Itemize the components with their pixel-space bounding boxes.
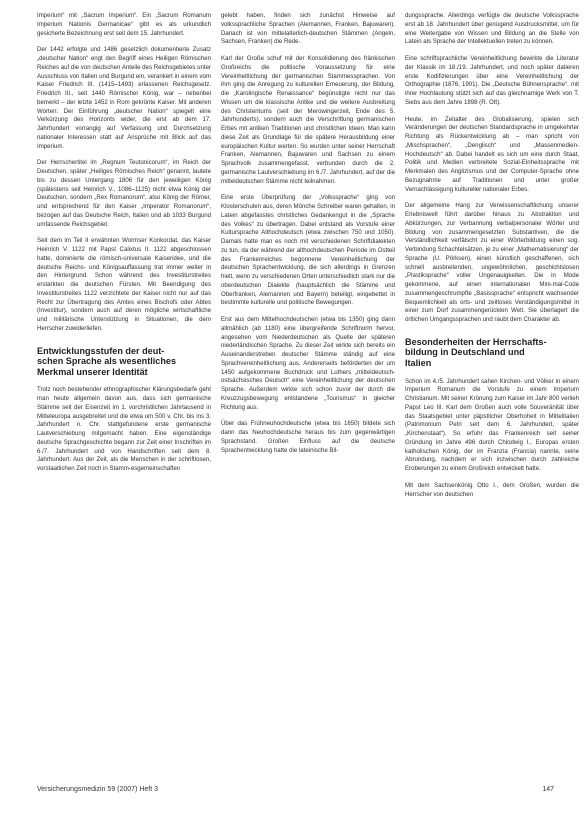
paragraph: Heute, im Zeitalter des Globalisierung, spielen sich Veränderungen der deutschen Standardsprache in umgekehrter Richtung als Rückentwicklung ab – man spricht von „Mischsprachen“, „Denglisch“ und „Massenmedien-Hochdeutsch“ ab. Dabei handelt es sich um eine durch Staat, Politik und Medien verbreitete Sozial-Einheitssprache mit Merkmalen des Anglizismus und der Computer-Sprache ohne Bezugnahme auf Traditionen und unter großer Vernachlässigung kultureller nationaler Erbes.: [405, 115, 579, 193]
paragraph: Karl der Große schuf mit der Konsolidierung des fränkischen Großreichs die politische Voraussetzung für eine Vereinheitlichung der germanischen Stammessprachen. Von ihm ging die Anregung zu kulturellen Erneuerung, der Bildung, die „Karolingische Renaissance“ begünstigte nicht nur das Wissen um die klassische Antike und die weitere Ausbreitung des Christentums (seit der Merowingerzeit, Ende des 5. Jahrhunderts), sondern auch die Verschriftung germanischen Erbes mit antiken Traditionen und christlichen Ideen. Man kann diese Zeit als Grundlage für die spätere Herausbildung einer europäischen Kultur werten. So wurden unter seiner Herrschaft Franken, Alemannen, Bajuwaren und Sachsen zu einem Sprachvolk zusammengefasst, verbunden durch die 2. germanische Lautverschiebung im 6./7. Jahrhundert, auf der die mitteldeutschen Stämme nicht teilnahmen.: [221, 55, 395, 185]
column-2: [221, 12, 395, 463]
paragraph: Schon im 4./5. Jahrhundert sahen Kirchen- und Völker in einem Imperium Romanum die Vorstufe zu einem Imperium Christianum. Mit seiner Krönung zum Kaiser im Jahr 800 verlieh Papst Leo III. Karl dem Großen auch volle Souveränität über das Staatsgebiet unter päpstlicher Oberhoheit in Mittelitalien (Patrimonium Petri seit dem 6. Jahrhundert, später „Kirchenstaat“). So erfuhr das Frankenreich seit seiner Gründung im Jahre 496 durch Chlodwig I., Europas ersten katholischen König, der im Franzia (Francia) nannte, seine Abrundung, nachdem er sich inzwischen durch zahlreiche Eroberungen zu einem Großreich entwickelt hatte.: [405, 377, 579, 473]
paragraph: dungssprache. Allerdings verfügte die deutsche Volkssprache erst ab 18. Jahrhundert über genügend Ausdrucksmittel, um für eine Weitergabe von Wissen und Bildung an die Stelle von Latein als Sprache der Intellektuellen treten zu können.: [405, 12, 579, 46]
column-3: [405, 12, 579, 507]
page-number: 147: [542, 786, 554, 793]
paragraph: Eine erste Überprüfung der „Volkssprache“ ging von Klosterschulen aus, deren Mönche Schreiber waren gehalten, in Latein abgefasstes christliches Gedankengut in die „Sprache des Volkes“ zu übertragen. Dabei entstand als Vorstufe einer Kultursprache Althochdeutsch (etwa zwischen 750 und 1050). Damals hatte man es noch mit verschiedenen Schriftdialekten zu tun, da der während der althochdeutschen Periode im Ostteil des Frankenreiches begonnene Vereinheitlichung der deutschen Sprachentwicklung, die sich allerdings in Grenzen hielt, wenn zu verschiedenen Orten unterschiedlich stark nur die oberdeutschen Dialekte (hauptsächlich die Stämme und Oberfranken, Alemannen und Bayern) beteiligt, eingebettet in bestimmte kulturelle und politische Bewegungen.: [221, 194, 395, 307]
journal-citation: Versicherungsmedizin 59 (2007) Heft 3: [37, 786, 159, 793]
column-1: [37, 12, 211, 482]
section-heading-line: Italien: [405, 357, 432, 368]
paragraph: Der allgemeine Hang zur Verwissenschaftlichung unserer Erlebniswelt führt darüber hinaus zu Abstraktion und Abkürzungen, zur Verbannung verbalpersonaler Wörter und Bildung von zusammengesetzten Substantiven, die die Verständlichkeit verfälscht zu einer Wörterbildung einen sog. Verbindung Schachtelsätzen, je zu einer „Mathematisierung“ der Sprache (U. Pörksen), einen künstlich geschaffenen, sich schnell ausbreitenden, ungewöhnlichen, geschichtslosen „Plastiksprache“ voller Ungenauigkeiten. Die in Mode gekommene, auf einen internationalen Mini-mal-Code zusammengeschrumpfte „Basissprache“ entspricht wachsender Bequemlichkeit als orts- und zeitloses Verständigungsmittel in einer zum Dorf zusammengerückten Welt. Sie überlagert die örtlichen Umgangssprachen und raubt dem Charakter ab.: [405, 202, 579, 323]
section-heading-line: Entwicklungsstufen der deut-: [37, 345, 165, 356]
paragraph: Trotz noch bestehender ethnographischer Klärungsbedarfe geht man heute allgemein davon aus, dass sich germanische Stämme seit der Eisenzeit im 1. vorchristlichen Jahrtausend in Mitteleuropa ausgebreitet und die etwa um 500 v. Chr. bis ins 3. Jahrhundert n. Chr. stattgefundene erste germanische Lautverschiebung mitgemacht haben. Eine eigenständige deutsche Sprachgeschichte begann zur Zeit einer Inschriften im 6./7. Jahrhundert und von Handschriften seit dem 8. Jahrhundert. Aus der Zeit, als die Menschen in der schriftlosen, vorstaatlichen Zeit noch in Stamm-esgemeinschaften: [37, 386, 211, 473]
paragraph: Der 1442 erfolgte und 1486 gesetzlich dokumentierte Zusatz „deutscher Nation“ engt den Begriff eines Heiligen Römischen Reiches auf die von deutschen Anteile des Reichsgebietes unter Ausschluss von Italien und Burgund ein, verankert in einem vom Kaiser Friedrich III. (1415–1493) erlassenen Reichsgesetz. Friedrich III., seit 1440 Römischer König, war – nebenbei bemerkt – der letzte 1452 in Rom gekrönte Kaiser. Mit anderen Worten: Der Einführung „deutscher Nation“ spiegelt eine Verkürzung des Horizonts wider, die erst ab dem 17. Jahrhundert vorrangig auf Verfassung und Durchsetzung nationaler Interessen statt auf Ansprüche mit Blick auf das Imperium.: [37, 46, 211, 150]
section-heading-line: Besonderheiten der Herrschafts-: [405, 336, 547, 347]
paragraph: Eine schriftsprachliche Vereinheitlichung bewirkte die Literatur der Klassik im 18./19. Jahrhundert, und noch später datieren erste Kodifizierungen über eine Vereinheitlichung der Orthographie (1876, 1901). Die „Deutsche Bühnensprache“, mit ihrer Hochlautung stützt sich auf das gleichnamige Werk von T. Siebs aus dem Jahre 1898 (R. Ott).: [405, 55, 579, 106]
paragraph: Imperium“ mit „Sacrum Imperium“. Ein „Sacrum Romanum Imperium Nationis Germanicae“ gibt es als urkundlich gesicherte Bezeichnung erst seit dem 15. Jahrhundert.: [37, 12, 211, 37]
paragraph: Seit dem im Teil II erwähnten Wormser Konkordat, das Kaiser Heinrich V. 1122 mit Papst Calixtus II. 1122 abgeschlossen hatte, dominierte die römisch-universale Kaiseridee, und die deutsche Reichs- und Königsauffassung trat immer weiter in den Hintergrund. Schon während des Investiturstreites erstarkten die deutschen Fürsten. Mit Beendigung des Investiturstreites 1122 verzichtete der Kaiser nicht nur auf das Recht zur Übertragung des Amtes eines Bischofs oder Abtes (Investitur), sondern auch auf deren mögliche wirtschaftliche und militärische Unterstützung in Situationen, die dem Herrscher zuwiderliefen.: [37, 237, 211, 332]
paragraph: gelebt haben, finden sich zunächst Hinweise auf volkssprachliche Sprachen (Alemannen, Franken, Bajuwaren). Danach ist von mittelalterlich-deutschen Stämmen (Angeln, Sachsen, Franken) die Rede.: [221, 12, 395, 46]
paragraph: Über das Frühneuhochdeutsche (etwa bis 1650) bildete sich dann das Neuhochdeutsche heraus bis zum gegenwärtigen Sprachstand. Großen Einfluss auf die deutsche Sprachentwicklung hatte die lateinische Bil-: [221, 420, 395, 454]
section-heading-line: schen Sprache als wesentliches: [37, 356, 176, 367]
section-heading: [405, 337, 579, 369]
paragraph: Der Herrschertitel im „Regnum Teutonicorum“, im Reich der Deutschen, später „Heiliges Römisches Reich“ genannt, lautete bis zu dessen Untergang 1806 für den jeweiligen König (spätestens seit Heinrich V., 1086–1125) nicht etwa König der Deutschen, sondern „Rex Romanorum“, also König der Römer, und entsprechend für den Kaiser „Imperator Romanorum“, bezogen auf das Deutsche Reich, Italien und ab 1033 Burgund umfassende Reichsgebiet.: [37, 159, 211, 228]
paragraph: Erst aus dem Mittelhochdeutschen (etwa bis 1350) ging dann allmählich (ab 1180) eine übergreifende Schriftnorm hervor, angesehen vom Niederdeutschen als Quelle der späteren niederländischen Sprache. Zu dieser Zeit wirkte sich bereits ein Auseinanderstreben deutscher Stämme ständig auf eine Sprachvereinheitlichung aus. Andererseits beförderten der um 1450 aufgekommene Buchdruck und Luthers „mitteldeutsch-ostsächsisches Deutsch“ eine Vereinheitlichung der deutschen Sprache. Außerdem wirkte sich schon zuvor der durch die Kreuzzugsbewegung entstandene „Tourismus“ in gleicher Richtung aus.: [221, 316, 395, 411]
section-heading: [37, 346, 211, 378]
section-heading-line: Merkmal unserer Identität: [37, 366, 148, 377]
paragraph: Mit dem Sachsenkönig Otto I., dem Großen, wurden die Herrscher von deutschen: [405, 481, 579, 498]
section-heading-line: bildung in Deutschland und: [405, 347, 525, 358]
